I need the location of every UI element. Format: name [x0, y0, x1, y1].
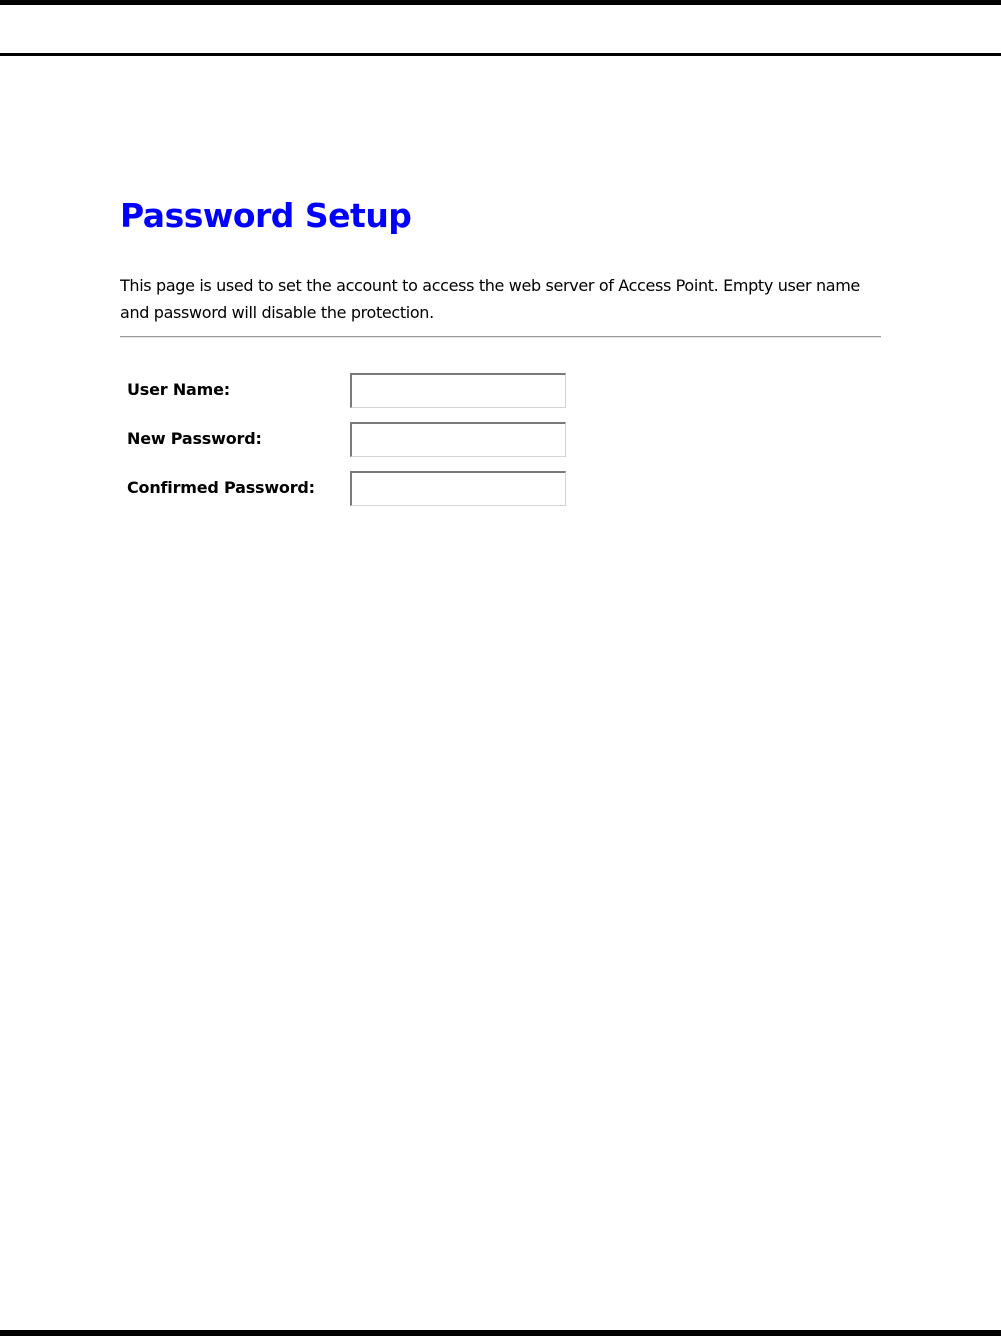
- user-name-row: [127, 373, 587, 407]
- user-name-input[interactable]: [350, 373, 566, 408]
- new-password-label: New Password:: [127, 429, 262, 448]
- new-password-input[interactable]: [350, 422, 566, 457]
- confirmed-password-input[interactable]: [350, 471, 566, 506]
- header-rule-thin: [0, 53, 1001, 56]
- confirmed-password-row: [127, 471, 587, 505]
- new-password-row: [127, 422, 587, 456]
- page-description: This page is used to set the account to access the web server of Access Point. Empty user name and password will disable the protection.: [120, 276, 860, 322]
- user-name-label: User Name:: [127, 380, 230, 399]
- footer-rule-thick: [0, 1330, 1001, 1336]
- page-title: Password Setup: [120, 196, 412, 235]
- section-divider: [120, 336, 881, 338]
- confirmed-password-label: Confirmed Password:: [127, 478, 315, 497]
- header-rule-thick: [0, 0, 1001, 5]
